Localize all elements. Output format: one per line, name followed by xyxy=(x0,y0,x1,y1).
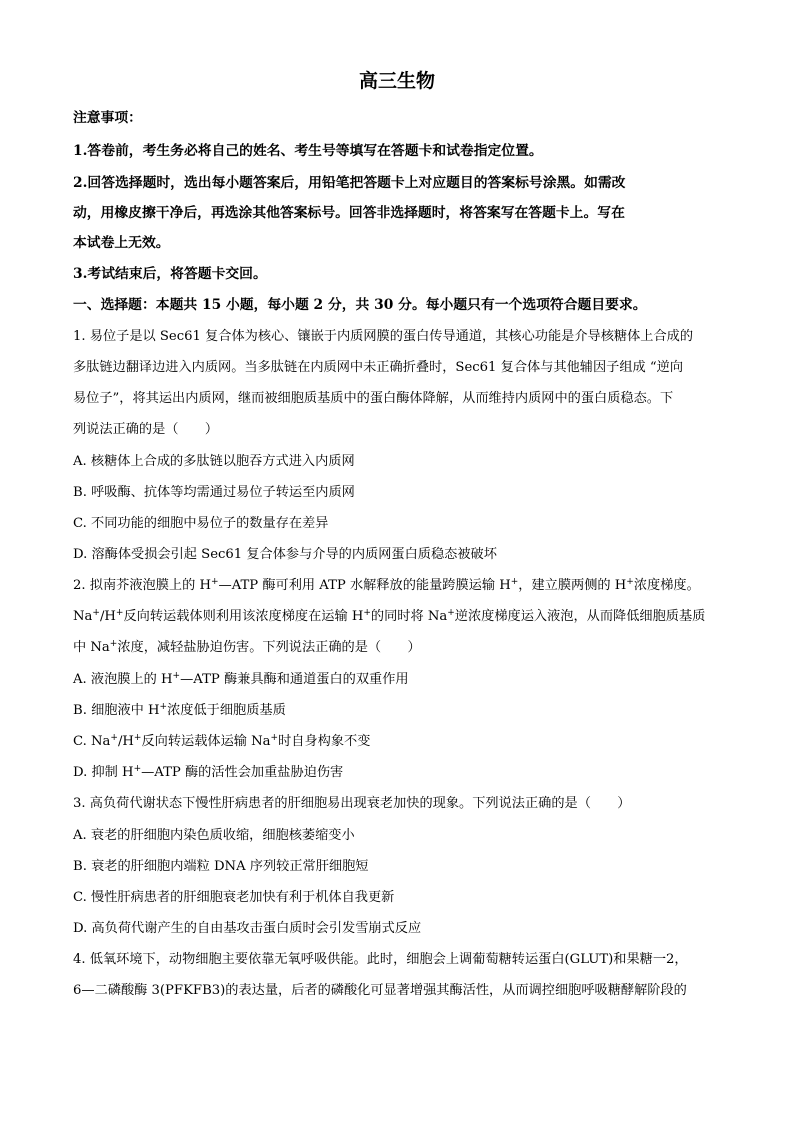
q4-stem-line-1: 4. 低氧环境下，动物细胞主要依靠无氧呼吸供能。此时，细胞会上调葡萄糖转运蛋白(GLUT)和果糖一2， xyxy=(73,952,688,967)
q3-stem-line-1: 3. 高负荷代谢状态下慢性肝病患者的肝细胞易出现衰老加快的现象。下列说法正确的是（ ） xyxy=(73,796,631,811)
notice-item-2-line-1: 2.回答选择题时，选出每小题答案后，用铅笔把答题卡上对应题目的答案标号涂黑。如需改 xyxy=(73,175,626,191)
q3-option-a: A. 衰老的肝细胞内染色质收缩，细胞核萎缩变小 xyxy=(73,828,355,843)
q2-option-b: B. 细胞液中 H+浓度低于细胞质基质 xyxy=(73,702,286,718)
q3-option-c: C. 慢性肝病患者的肝细胞衰老加快有利于机体自我更新 xyxy=(73,890,395,905)
q2-option-c: C. Na+/H+反向转运载体运输 Na+时自身构象不变 xyxy=(73,733,371,749)
q2-option-a: A. 液泡膜上的 H+—ATP 酶兼具酶和通道蛋白的双重作用 xyxy=(73,671,409,687)
q2-stem-line-1: 2. 拟南芥液泡膜上的 H+—ATP 酶可利用 ATP 水解释放的能量跨膜运输 H+，建立膜两侧的 H+浓度梯度。 xyxy=(73,577,700,593)
q1-stem-line-2: 多肽链边翻译边进入内质网。当多肽链在内质网中未正确折叠时，Sec61 复合体与其他辅因子组成 “逆向 xyxy=(73,360,684,375)
q1-option-c: C. 不同功能的细胞中易位子的数量存在差异 xyxy=(73,516,329,531)
q3-option-b: B. 衰老的肝细胞内端粒 DNA 序列较正常肝细胞短 xyxy=(73,859,369,874)
q2-stem-line-3: 中 Na+浓度，减轻盐胁迫伤害。下列说法正确的是（ ） xyxy=(73,639,421,655)
q3-option-d: D. 高负荷代谢产生的自由基攻击蛋白质时会引发雪崩式反应 xyxy=(73,921,422,936)
q1-option-a: A. 核糖体上合成的多肽链以胞吞方式进入内质网 xyxy=(73,454,355,469)
q1-stem-line-1: 1. 易位子是以 Sec61 复合体为核心、镶嵌于内质网膜的蛋白传导通道，其核心功能是介导核糖体上合成的 xyxy=(73,329,694,344)
notice-item-3: 3.考试结束后，将答题卡交回。 xyxy=(73,266,267,282)
q1-option-b: B. 呼吸酶、抗体等均需通过易位子转运至内质网 xyxy=(73,485,355,500)
q1-option-d: D. 溶酶体受损会引起 Sec61 复合体参与介导的内质网蛋白质稳态被破坏 xyxy=(73,547,497,562)
q2-option-d: D. 抑制 H+—ATP 酶的活性会加重盐胁迫伤害 xyxy=(73,764,344,780)
q1-stem-line-3: 易位子”，将其运出内质网，继而被细胞质基质中的蛋白酶体降解，从而维持内质网中的蛋白质稳态。下 xyxy=(73,391,674,406)
q1-stem-line-4: 列说法正确的是（ ） xyxy=(73,422,219,437)
notice-item-1: 1.答卷前，考生务必将自己的姓名、考生号等填写在答题卡和试卷指定位置。 xyxy=(73,143,543,159)
notice-item-2-line-3: 本试卷上无效。 xyxy=(73,235,170,251)
q4-stem-line-2: 6—二磷酸酶 3(PFKFB3)的表达量，后者的磷酸化可显著增强其酶活性，从而调控细胞呼吸糖酵解阶段的 xyxy=(73,983,687,998)
notice-item-2-line-2: 动，用橡皮擦干净后，再选涂其他答案标号。回答非选择题时，将答案写在答题卡上。写在 xyxy=(73,205,625,221)
section-heading: 一、选择题：本题共 15 小题，每小题 2 分，共 30 分。每小题只有一个选项符合题目要求。 xyxy=(73,297,647,313)
page-title: 高三生物 xyxy=(358,70,435,92)
notice-heading: 注意事项： xyxy=(73,110,142,126)
q2-stem-line-2: Na+/H+反向转运载体则利用该浓度梯度在运输 H+的同时将 Na+逆浓度梯度运入液泡，从而降低细胞质基质 xyxy=(73,608,706,624)
